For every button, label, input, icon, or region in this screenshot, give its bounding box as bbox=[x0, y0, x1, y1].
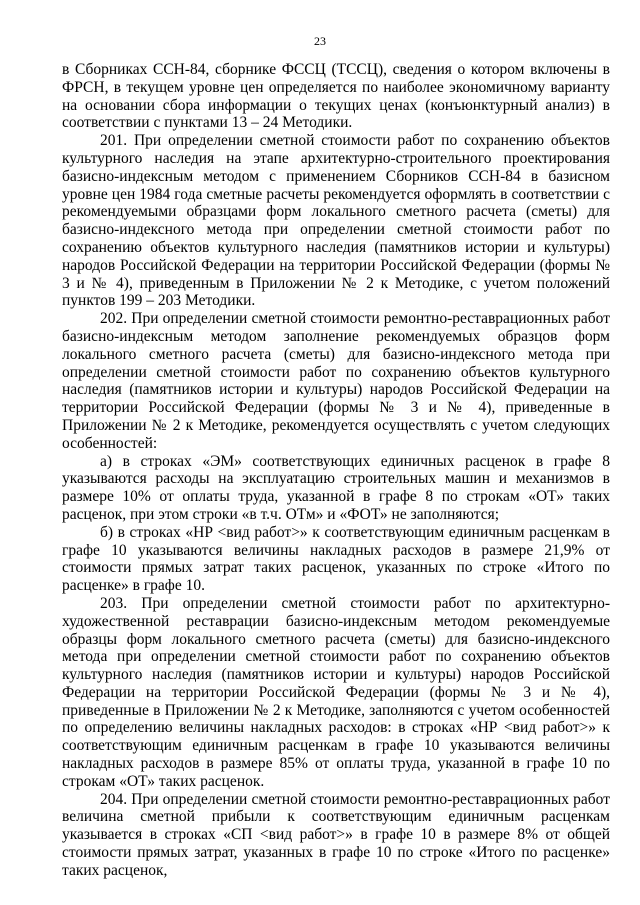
paragraph-202: 202. При определении сметной стоимости ремонтно-реставрационных работ базисно-индексным методом заполнение рекомендуемых образцов форм локального сметного расчета (сметы) для базисно-индексного метода при определении сметной стоимости работ по сохранению объектов культурного наследия (памятников истории и культуры) народов Российской Федерации на территории Российской Федерации (формы № 3 и № 4), приведенные в Приложении № 2 к Методике, рекомендуется осуществлять с учетом следующих особенностей: bbox=[62, 310, 610, 452]
page-number: 23 bbox=[314, 34, 326, 48]
document-body bbox=[62, 61, 610, 880]
paragraph-201: 201. При определении сметной стоимости работ по сохранению объектов культурного наследия на этапе архитектурно-строительного проектирования базисно-индексным методом с применением Сборников ССН-84 в базисном уровне цен 1984 года сметные расчеты рекомендуется оформлять в соответствии с рекомендуемыми образцами форм локального сметного расчета (сметы) для базисно-индексного метода при определении сметной стоимости работ по сохранению объектов культурного наследия (памятников истории и культуры) народов Российской Федерации на территории Российской Федерации (формы № 3 и № 4), приведенным в Приложении № 2 к Методике, с учетом положений пунктов 199 – 203 Методики. bbox=[62, 132, 610, 310]
paragraph-204: 204. При определении сметной стоимости ремонтно-реставрационных работ величина сметной прибыли к соответствующим единичным расценкам указывается в строках «СП <вид работ>» в графе 10 в размере 8% от общей стоимости прямых затрат, указанных в графе 10 по строке «Итого по расценке» таких расценок, bbox=[62, 790, 610, 879]
paragraph-202-item-b: б) в строках «НР <вид работ>» к соответствующим единичным расценкам в графе 10 указываются величины накладных расходов в размере 21,9% от стоимости прямых затрат таких расценок, указанных по строке «Итого по расценке» в графе 10. bbox=[62, 523, 610, 595]
paragraph-continuation: в Сборниках ССН-84, сборнике ФССЦ (ТССЦ), сведения о котором включены в ФРСН, в текущем уровне цен определяется по наиболее экономичному варианту на основании сбора информации о текущих ценах (конъюнктурный анализ) в соответствии с пунктами 13 – 24 Методики. bbox=[62, 61, 610, 132]
paragraph-202-item-a: а) в строках «ЭМ» соответствующих единичных расценок в графе 8 указываются расходы на эксплуатацию строительных машин и механизмов в размере 10% от оплаты труда, указанной в графе 8 по строкам «ОТ» таких расценок, при этом строки «в т.ч. ОТм» и «ФОТ» не заполняются; bbox=[62, 452, 610, 523]
paragraph-203: 203. При определении сметной стоимости работ по архитектурно-художественной реставрации базисно-индексным методом рекомендуемые образцы форм локального сметного расчета (сметы) для базисно-индексного метода при определении сметной стоимости работ по сохранению объектов культурного наследия (памятников истории и культуры) народов Российской Федерации на территории Российской Федерации (формы № 3 и № 4), приведенные в Приложении № 2 к Методике, заполняются с учетом особенностей по определению величины накладных расходов: в строках «НР <вид работ>» к соответствующим единичным расценкам в графе 10 указываются величины накладных расходов в размере 85% от оплаты труда, указанной в графе 10 по строкам «ОТ» таких расценок. bbox=[62, 594, 610, 790]
